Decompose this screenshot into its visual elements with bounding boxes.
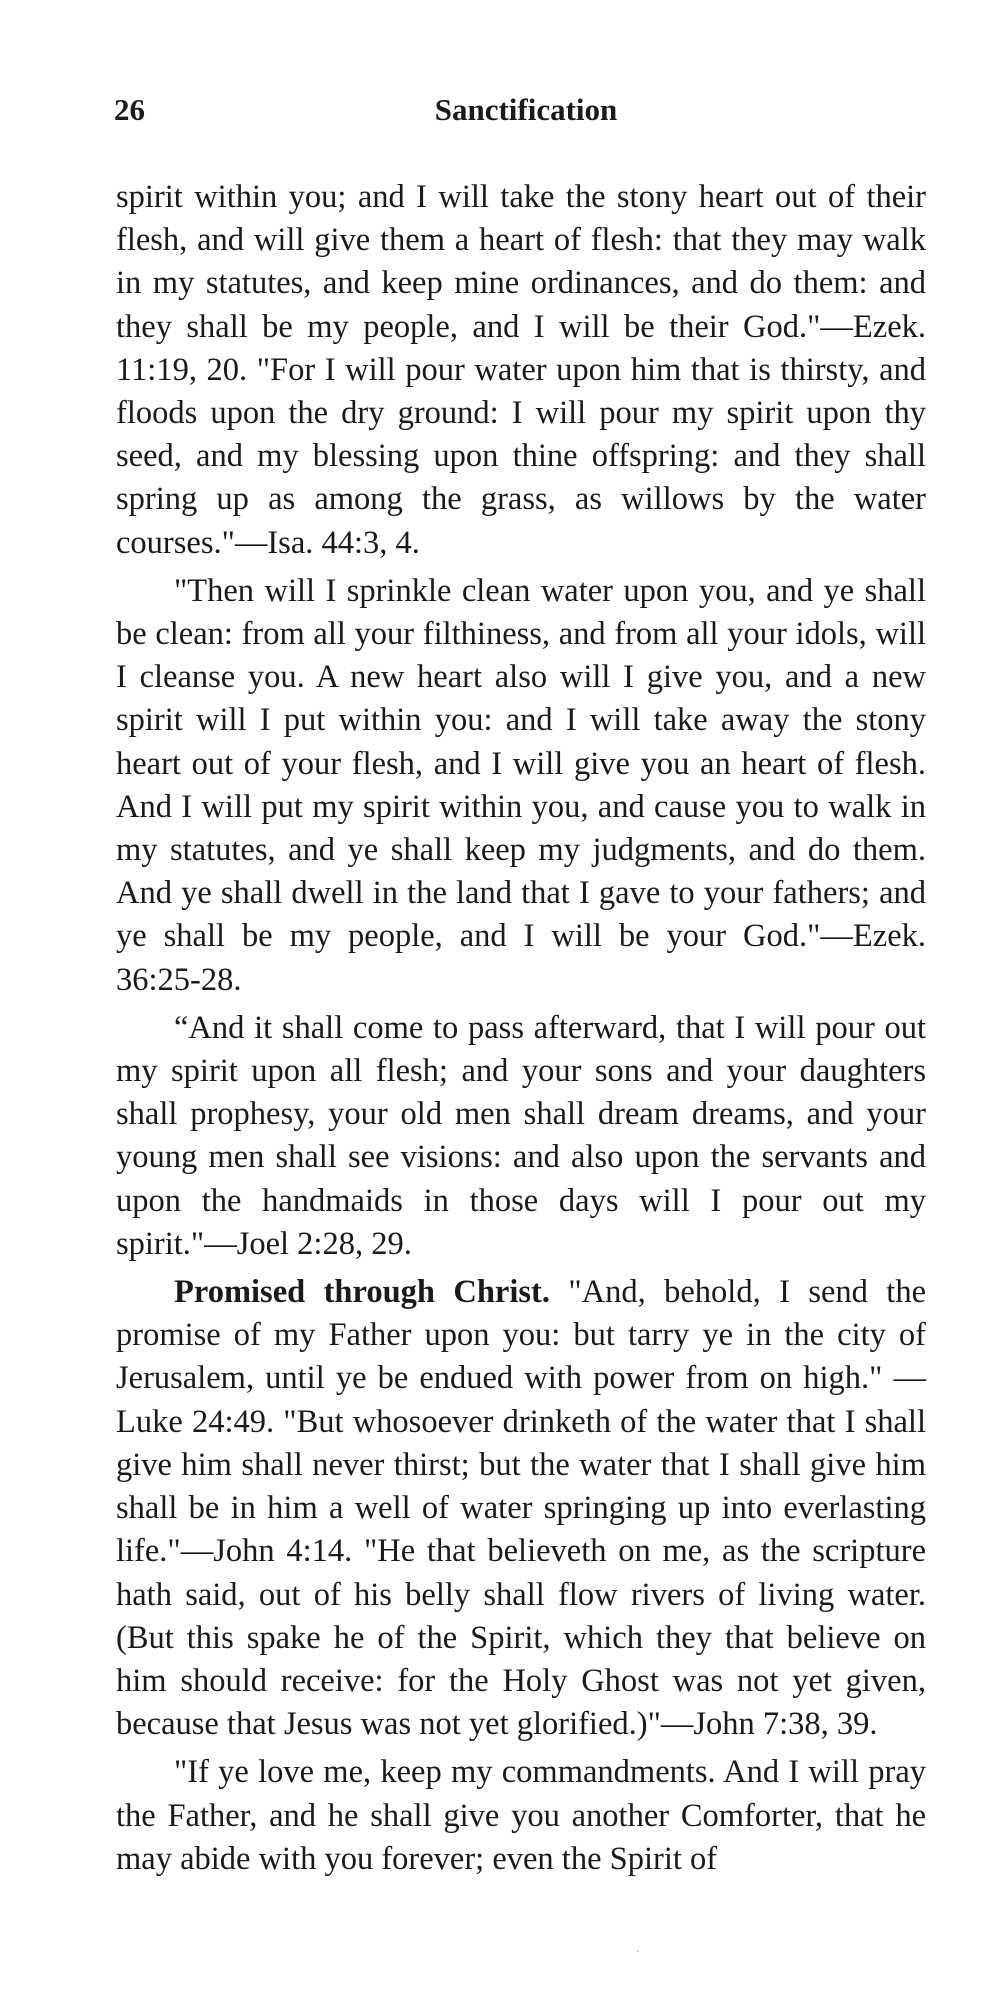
running-head [114,92,924,132]
paragraph-text: “And it shall come to pass afterward, that I will pour out my spirit upon all flesh; and your sons and your daughters shall prophesy, your old men shall dream dreams, and your young men shall see visions: and also upon the servants and upon the handmaids in those days will I pour out my spirit."—Joel 2:28, 29. [116,1009,926,1262]
page-number: 26 [114,92,145,127]
scan-speck [637,1950,639,1952]
paragraph [116,1751,926,1881]
body-text [116,176,926,1881]
paragraph-continued [116,176,926,565]
paragraph [116,1007,926,1266]
paragraph-text: "And, behold, I send the promise of my Father upon you: but tarry ye in the city of Jerusalem, until ye be endued with power from on high." —Luke 24:49. "But whosoever drinketh of the water that I shall give him shall never thirst; but the water that I shall give him shall be in him a well of water springing up into everlasting life."—John 4:14. "He that believeth on me, as the scripture hath said, out of his belly shall flow rivers of living water. (But this spake he of the Spirit, which they that believe on him should receive: for the Holy Ghost was not yet given, because that Jesus was not yet glorified.)"—John 7:38, 39. [116,1274,926,1743]
paragraph-text: "Then will I sprinkle clean water upon you, and ye shall be clean: from all your filthiness, and from all your idols, will I cleanse you. A new heart also will I give you, and a new spirit will I put within you: and I will take away the stony heart out of your flesh, and I will give you an heart of flesh. And I will put my spirit within you, and cause you to walk in my statutes, and ye shall keep my judgments, and do them. And ye shall dwell in the land that I gave to your fathers; and ye shall be my people, and I will be your God."—Ezek. 36:25-28. [116,572,926,998]
paragraph [116,1271,926,1746]
running-title: Sanctification [434,92,618,127]
paragraph [116,570,926,1002]
section-lead-in: Promised through Christ. [174,1274,550,1311]
paragraph-text: spirit within you; and I will take the stony heart out of their flesh, and will give them a heart of flesh: that they may walk in my statutes, and keep mine ordinances, and do them: and they shall be my people, and I will be their God."—Ezek. 11:19, 20. "For I will pour water upon him that is thirsty, and floods upon the dry ground: I will pour my spirit upon thy seed, and my blessing upon thine offspring: and they shall spring up as among the grass, as willows by the water courses."—Isa. 44:3, 4. [116,179,926,561]
paragraph-text: "If ye love me, keep my commandments. And I will pray the Father, and he shall give you another Comforter, that he may abide with you forever; even the Spirit of [116,1754,926,1877]
